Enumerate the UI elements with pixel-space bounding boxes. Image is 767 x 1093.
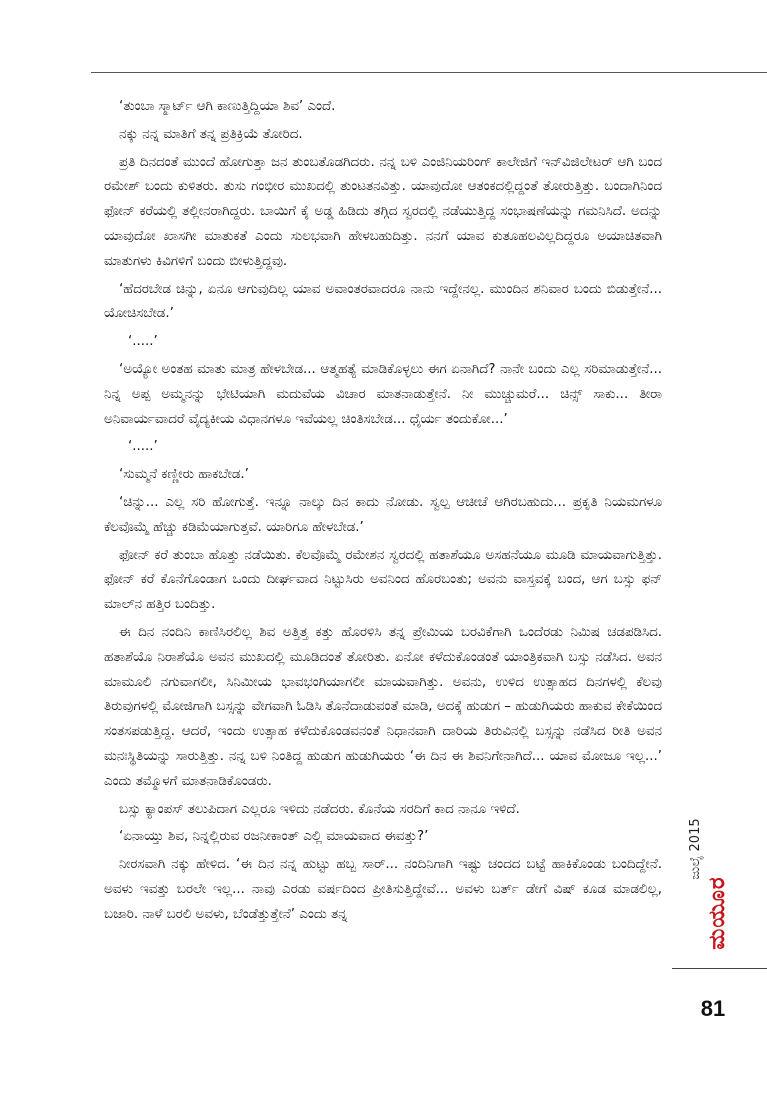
paragraph-1: ‘ತುಂಬಾ ಸ್ಮಾರ್ಟ್ ಆಗಿ ಕಾಣುತ್ತಿದ್ದಿಯಾ ಶಿವ’ ಎಂದೆ. [119, 99, 336, 114]
paragraph-8: ‘ಸುಮ್ಮನೆ ಕಣ್ಣೀರು ಹಾಕಬೇಡ.’ [119, 467, 249, 483]
article-column [104, 95, 662, 931]
header-rule [91, 72, 767, 73]
magazine-logo: ಮಯೂರ [705, 876, 730, 950]
paragraph-10: ಫೋನ್ ಕರೆ ತುಂಬಾ ಹೊತ್ತು ನಡೆಯಿತು. ಕೆಲವೊಮ್ಮೆ ರಮೇಶನ ಸ್ವರದಲ್ಲಿ ಹತಾಶೆಯೂ ಅಸಹನೆಯೂ ಮೂಡಿ ಮಾಯವಾಗುತ್ತಿತ್ತು. ಫೋನ್ ಕರೆ ಕೊನೆಗೊಂಡಾಗ ಒಂದು ದೀರ್ಘವಾದ ನಿಟ್ಟುಸಿರು ಅವನಿಂದ ಹೊರಬಂತು; ಅವನು ವಾಸ್ತವಕ್ಕೆ ಬಂದ, ಆಗ ಬಸ್ಸು ಫನ್ ಮಾಲ್‌ನ ಹತ್ತಿರ ಬಂದಿತ್ತು. [104, 547, 662, 613]
paragraph-6: ‘ಅಯ್ಯೋ ಅಂತಹ ಮಾತು ಮಾತ್ರ ಹೇಳಬೇಡ... ಆತ್ಮಹತ್ಯೆ ಮಾಡಿಕೊಳ್ಳಲು ಈಗ ಏನಾಗಿದೆ? ನಾನೇ ಬಂದು ಎಲ್ಲ ಸರಿಮಾಡುತ್ತೇನೆ... ನಿನ್ನ ಅಪ್ಪ ಅಮ್ಮನನ್ನು ಭೇಟಿಯಾಗಿ ಮದುವೆಯ ವಿಚಾರ ಮಾತನಾಡುತ್ತೇನೆ. ನೀ ಮುಚ್ಚುಮರೆ... ಚಿನ್ಸ್ ಸಾಕು... ತೀರಾ ಅನಿವಾರ್ಯವಾದರೆ ವೈದ್ಯಕೀಯ ವಿಧಾನಗಳೂ ಇವೆಯಲ್ಲ ಚಿಂತಿಸಬೇಡ... ಧೈರ್ಯ ತಂದುಕೋ...’ [104, 361, 662, 427]
paragraph-2: ನಕ್ಕು ನನ್ನ ಮಾತಿಗೆ ತನ್ನ ಪ್ರತಿಕ್ರಿಯೆ ತೋರಿದ. [119, 126, 303, 142]
paragraph-4: ‘ಹೆದರಬೇಡ ಚಿನ್ನು, ಏನೂ ಆಗುವುದಿಲ್ಲ ಯಾವ ಅವಾಂತರವಾದರೂ ನಾನು ಇದ್ದೇನಲ್ಲ. ಮುಂದಿನ ಶನಿವಾರ ಬಂದು ಬಿಡುತ್ತೇನೆ... ಯೋಚಿಸಬೇಡ.’ [104, 281, 662, 322]
paragraph-3: ಪ್ರತಿ ದಿನದಂತೆ ಮುಂದೆ ಹೋಗುತ್ತಾ ಜನ ತುಂಬತೊಡಗಿದರು. ನನ್ನ ಬಳಿ ಎಂಜಿನಿಯರಿಂಗ್ ಕಾಲೇಜಿಗೆ ಇನ್‌ವಿಜಿಲೇಟರ್ ಆಗಿ ಬಂದ ರಮೇಶ್ ಬಂದು ಕುಳಿತರು. ತುಸು ಗಂಭೀರ ಮುಖದಲ್ಲಿ ತುಂಟತನವಿತ್ತು. ಯಾವುದೋ ಆತಂಕದಲ್ಲಿದ್ದಂತೆ ತೋರುತ್ತಿತ್ತು. ಬಂದಾಗಿನಿಂದ ಫೋನ್ ಕರೆಯಲ್ಲಿ ತಲ್ಲೀನರಾಗಿದ್ದರು. ಬಾಯಿಗೆ ಕೈ ಅಡ್ಡ ಹಿಡಿದು ತಗ್ಗಿದ ಸ್ವರದಲ್ಲಿ ನಡೆಯುತ್ತಿದ್ದ ಸಂಭಾಷಣೆಯನ್ನು ಗಮನಿಸಿದೆ. ಅದನ್ನು ಯಾವುದೋ ಖಾಸಗೀ ಮಾತುಕತೆ ಎಂದು ಸುಲಭವಾಗಿ ಹೇಳಬಹುದಿತ್ತು. ನನಗೆ ಯಾವ ಕುತೂಹಲವಿಲ್ಲದಿದ್ದರೂ ಅಯಾಚಿತವಾಗಿ ಮಾತುಗಳು ಕಿವಿಗಳಿಗೆ ಬಂದು ಬೀಳುತ್ತಿದ್ದವು. [104, 154, 662, 269]
paragraph-5: ‘.....’ [128, 334, 158, 350]
paragraph-13: ‘ಏನಾಯ್ತು ಶಿವ, ನಿನ್ನಲ್ಲಿರುವ ರಜನೀಕಾಂತ್ ಎಲ್ಲಿ ಮಾಯವಾದ ಈವತ್ತು?’ [119, 829, 429, 845]
footer-rule [672, 968, 767, 969]
paragraph-14: ನೀರಸವಾಗಿ ನಕ್ಕು ಹೇಳಿದ. ‘ಈ ದಿನ ನನ್ನ ಹುಟ್ಟು ಹಬ್ಬ ಸಾರ್... ನಂದಿನಿಗಾಗಿ ಇಷ್ಟು ಚಂದದ ಬಟ್ಟೆ ಹಾಕಿಕೊಂಡು ಬಂದಿದ್ದೇನೆ. ಅವಳು ಇವತ್ತು ಬರಲೇ ಇಲ್ಲ... ನಾವು ಎರಡು ವರ್ಷದಿಂದ ಪ್ರೀತಿಸುತ್ತಿದ್ದೇವೆ... ಅವಳು ಬರ್ತ್ ಡೇಗೆ ವಿಷ್ ಕೂಡ ಮಾಡಲಿಲ್ಲ, ಬಜಾರಿ. ನಾಳೆ ಬರಲಿ ಅವಳು, ಬೆಂಡೆತ್ತುತ್ತೇನೆ’ ಎಂದು ತನ್ನ [104, 857, 662, 922]
issue-date: ಜುಲೈ 2015 [688, 818, 703, 880]
page-number: 81 [700, 996, 726, 1021]
paragraph-11: ಈ ದಿನ ನಂದಿನಿ ಕಾಣಿಸಿರಲಿಲ್ಲ ಶಿವ ಅತ್ತಿತ್ತ ಕತ್ತು ಹೊರಳಿಸಿ ತನ್ನ ಪ್ರೇಮಿಯ ಬರವಿಕೆಗಾಗಿ ಒಂದೆರಡು ನಿಮಿಷ ಚಡಪಡಿಸಿದ. ಹತಾಶೆಯೊ ನಿರಾಶೆಯೊ ಅವನ ಮುಖದಲ್ಲಿ ಮೂಡಿದಂತೆ ತೋರಿತು. ಏನೋ ಕಳೆದುಕೊಂಡಂತೆ ಯಾಂತ್ರಿಕವಾಗಿ ಬಸ್ಸು ನಡೆಸಿದ. ಅವನ ಮಾಮೂಲಿ ನಗುವಾಗಲೀ, ಸಿನಿಮೀಯ ಭಾವಭಂಗಿಯಾಗಲೀ ಮಾಯವಾಗಿತ್ತು. ಅವನು, ಉಳಿದ ಉತ್ಸಾಹದ ದಿನಗಳಲ್ಲಿ ಕೆಲವು ತಿರುವುಗಳಲ್ಲಿ ಮೋಜಿಗಾಗಿ ಬಸ್ಸನ್ನು ವೇಗವಾಗಿ ಓಡಿಸಿ ತೊನೆದಾಡುವಂತೆ ಮಾಡಿ, ಅದಕ್ಕೆ ಹುಡುಗ – ಹುಡುಗಿಯರು ಹಾಕುವ ಕೇಕೆಯಿಂದ ಸಂತಸಪಡುತ್ತಿದ್ದ. ಆದರೆ, ಇಂದು ಉತ್ಸಾಹ ಕಳೆದುಕೊಂಡವನಂತೆ ನಿಧಾನವಾಗಿ ದಾರಿಯ ತಿರುವಿನಲ್ಲಿ ಬಸ್ಸನ್ನು ನಡೆಸಿದ ರೀತಿ ಅವನ ಮನಃಸ್ಥಿತಿಯನ್ನು ಸಾರುತ್ತಿತ್ತು. ನನ್ನ ಬಳಿ ನಿಂತಿದ್ದ ಹುಡುಗ ಹುಡುಗಿಯರು ‘ಈ ದಿನ ಈ ಶಿವನಿಗೇನಾಗಿದೆ... ಯಾವ ಮೋಜೂ ಇಲ್ಲ...’ ಎಂದು ತಮ್ಮೊಳಗೆ ಮಾತನಾಡಿಕೊಂಡರು. [104, 624, 662, 789]
paragraph-9: ‘ಚಿನ್ನು... ಎಲ್ಲ ಸರಿ ಹೋಗುತ್ತೆ. ಇನ್ನೂ ನಾಲ್ಕು ದಿನ ಕಾದು ನೋಡು. ಸ್ವಲ್ಪ ಆಚೀಚೆ ಆಗಿರಬಹುದು... ಪ್ರಕೃತಿ ನಿಯಮಗಳೂ ಕೆಲವೊಮ್ಮೆ ಹೆಚ್ಚು ಕಡಿಮೆಯಾಗುತ್ತವೆ. ಯಾರಿಗೂ ಹೇಳಬೇಡ.’ [104, 494, 662, 535]
paragraph-12: ಬಸ್ಸು ಕ್ಯಾಂಪಸ್ ತಲುಪಿದಾಗ ಎಲ್ಲರೂ ಇಳಿದು ನಡೆದರು. ಕೊನೆಯ ಸರದಿಗೆ ಕಾದ ನಾನೂ ಇಳಿದೆ. [119, 801, 520, 817]
paragraph-7: ‘.....’ [128, 439, 158, 455]
